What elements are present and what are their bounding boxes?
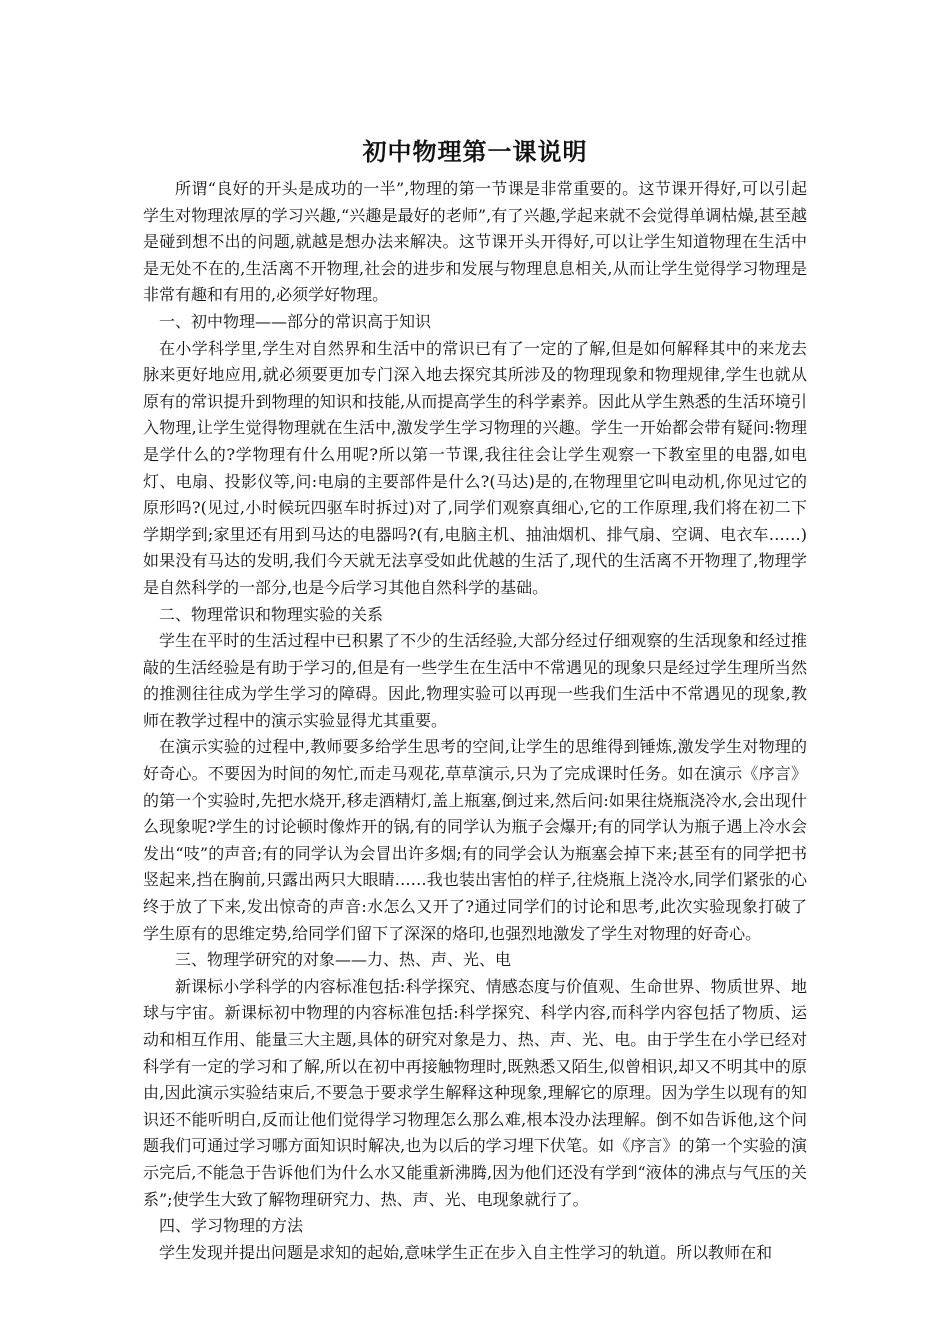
document-title: 初中物理第一课说明 <box>362 138 588 166</box>
document-body <box>143 176 807 1266</box>
paragraph: 所谓“良好的开头是成功的一半”,物理的第一节课是非常重要的。这节课开得好,可以引起学生对物理浓厚的学习兴趣,“兴趣是最好的老师”,有了兴趣,学起来就不会觉得单调枯燥,甚至越是碰到想不出的问题,就越是想办法来解决。这节课开头开得好,可以让学生知道物理在生活中是无处不在的,生活离不开物理,社会的进步和发展与物理息息相关,从而让学生觉得学习物理是非常有趣和有用的,必须学好物理。 <box>143 179 807 305</box>
section-heading: 三、物理学研究的对象——力、热、声、光、电 <box>175 950 512 970</box>
paragraph: 在演示实验的过程中,教师要多给学生思考的空间,让学生的思维得到锤炼,激发学生对物理的好奇心。不要因为时间的匆忙,而走马观花,草草演示,只为了完成课时任务。如在演示《序言》的第一个实验时,先把水烧开,移走酒精灯,盖上瓶塞,倒过来,然后问:如果往烧瓶浇冷水,会出现什么现象呢?学生的讨论顿时像炸开的锅,有的同学认为瓶子会爆开;有的同学认为瓶子遇上冷水会发出“吱”的声音;有的同学认为会冒出许多烟;有的同学会认为瓶塞会掉下来;甚至有的同学把书竖起来,挡在胸前,只露出两只大眼睛……我也装出害怕的样子,往烧瓶上浇冷水,同学们紧张的心终于放了下来,发出惊奇的声音:水怎么又开了?通过同学们的讨论和思考,此次实验现象打破了学生原有的思维定势,给同学们留下了深深的烙印,也强烈地激发了学生对物理的好奇心。 <box>143 737 807 943</box>
paragraph: 新课标小学科学的内容标准包括:科学探究、情感态度与价值观、生命世界、物质世界、地球与宇宙。新课标初中物理的内容标准包括:科学探究、科学内容,而科学内容包括了物质、运动和相互作用、能量三大主题,具体的研究对象是力、热、声、光、电。由于学生在小学已经对科学有一定的学习和了解,所以在初中再接触物理时,既熟悉又陌生,似曾相识,却又不明其中的原由,因此演示实验结束后,不要急于要求学生解释这种现象,理解它的原理。因为学生以现有的知识还不能听明白,反而让他们觉得学习物理怎么那么难,根本没办法理解。倒不如告诉他,这个问题我们可通过学习哪方面知识时解决,也为以后的学习埋下伏笔。如《序言》的第一个实验的演示完后,不能急于告诉他们为什么水又能重新沸腾,因为他们还没有学到“液体的沸点与气压的关系”;使学生大致了解物理研究力、热、声、光、电现象就行了。 <box>143 976 807 1209</box>
section-heading: 二、物理常识和物理实验的关系 <box>159 604 384 624</box>
section-heading: 一、初中物理——部分的常识高于知识 <box>159 311 432 331</box>
section-heading: 四、学习物理的方法 <box>159 1216 304 1236</box>
paragraph: 在小学科学里,学生对自然界和生活中的常识已有了一定的了解,但是如何解释其中的来龙去脉来更好地应用,就必须要更加专门深入地去探究其所涉及的物理现象和物理规律,学生也就从原有的常识提升到物理的知识和技能,从而提高学生的科学素养。因此从学生熟悉的生活环境引入物理,让学生觉得物理就在生活中,激发学生学习物理的兴趣。学生一开始都会带有疑问:物理是学什么的?学物理有什么用呢?所以第一节课,我往往会让学生观察一下教室里的电器,如电灯、电扇、投影仪等,问:电扇的主要部件是什么?(马达)是的,在物理里它叫电动机,你见过它的原形吗?(见过,小时候玩四驱车时拆过)对了,同学们观察真细心,它的工作原理,我们将在初二下学期学到;家里还有用到马达的电器吗?(有,电脑主机、抽油烟机、排气扇、空调、电衣车……)如果没有马达的发明,我们今天就无法享受如此优越的生活了,现代的生活离不开物理了,物理学是自然科学的一部分,也是今后学习其他自然科学的基础。 <box>143 338 807 597</box>
paragraph: 学生发现并提出问题是求知的起始,意味学生正在步入自主性学习的轨道。所以教师在和 <box>159 1242 773 1262</box>
paragraph: 学生在平时的生活过程中已积累了不少的生活经验,大部分经过仔细观察的生活现象和经过推敲的生活经验是有助于学习的,但是有一些学生在生活中不常遇见的现象只是经过学生理所当然的推测往往成为学生学习的障碍。因此,物理实验可以再现一些我们生活中不常遇见的现象,教师在教学过程中的演示实验显得尤其重要。 <box>143 631 807 730</box>
